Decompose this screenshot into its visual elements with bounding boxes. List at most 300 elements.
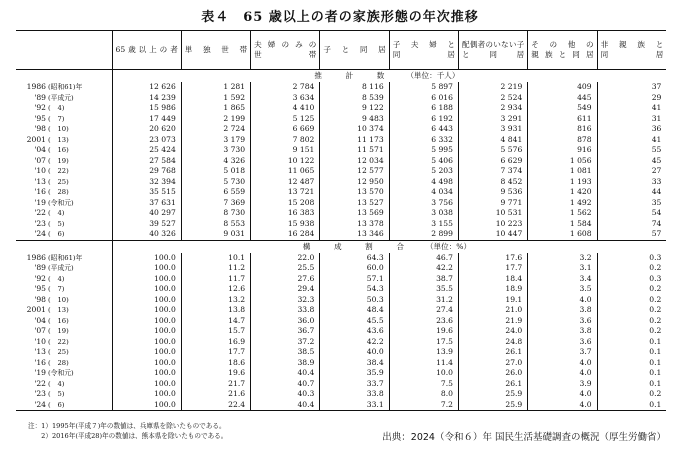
data-cell: 0.2 [597,305,666,316]
data-cell: 1 056 [528,156,597,167]
column-header-line2: 世 帯 [254,50,317,59]
data-cell: 37 [597,82,666,93]
table-row [16,274,666,285]
data-cell: 549 [528,103,597,114]
data-cell: 3.2 [528,253,597,264]
data-cell: 12 487 [251,177,320,188]
data-cell: 18.4 [458,274,527,285]
column-header-line2: 親族と同居 [531,50,594,59]
data-cell: 100.0 [112,305,181,316]
year-label [16,166,112,177]
era-year: ( 5) [48,390,65,398]
data-cell: 57 [597,229,666,240]
data-cell: 0.3 [597,274,666,285]
year: '10 [34,336,46,346]
data-cell: 12 577 [320,166,389,177]
data-cell: 27 584 [112,156,181,167]
data-cell: 42.2 [320,337,389,348]
data-cell: 5 406 [389,156,458,167]
era-year: (平成元) [48,264,74,272]
data-cell: 4.0 [528,389,597,400]
data-cell: 27.4 [389,305,458,316]
data-cell: 100.0 [112,400,181,411]
data-cell: 14.7 [181,316,250,327]
data-cell: 16 383 [251,208,320,219]
data-cell: 12.6 [181,284,250,295]
data-cell: 9 483 [320,114,389,125]
data-cell: 1 608 [528,229,597,240]
data-cell: 7 802 [251,135,320,146]
data-cell: 25.5 [251,263,320,274]
header-corner [16,31,112,70]
data-cell: 0.1 [597,400,666,411]
data-cell: 55 [597,145,666,156]
data-cell: 25.9 [458,400,527,411]
data-cell: 5 018 [181,166,250,177]
section-unit: （単位：%） [425,241,472,251]
header-row [16,31,666,70]
data-cell: 3.9 [528,379,597,390]
data-cell: 21.9 [458,316,527,327]
era-year: ( 7) [48,114,65,123]
data-cell: 33 [597,177,666,188]
data-cell: 40 297 [112,208,181,219]
year-label [16,379,112,390]
data-cell: 100.0 [112,337,181,348]
era-year: ( 19) [48,327,69,335]
table-row [16,284,666,295]
section-row [16,70,666,83]
column-header-line1: 非 親 族 と [600,40,664,49]
table-row [16,326,666,337]
data-cell: 54.3 [320,284,389,295]
data-cell: 38.7 [389,274,458,285]
data-cell: 29 768 [112,166,181,177]
year: '10 [34,166,46,175]
data-cell: 21.0 [458,305,527,316]
data-cell: 5 576 [458,145,527,156]
year-label [16,229,112,240]
data-cell: 409 [528,82,597,93]
data-cell: 4.0 [528,295,597,306]
data-cell: 0.2 [597,284,666,295]
era-year: ( 25) [48,348,69,356]
era-year: ( 4) [48,104,65,112]
data-cell: 29 [597,93,666,104]
data-cell: 4 410 [251,103,320,114]
data-cell: 40.7 [251,379,320,390]
year-label [16,389,112,400]
year-label [16,326,112,337]
data-cell: 15 938 [251,219,320,230]
data-cell: 1 865 [181,103,250,114]
data-cell: 4 498 [389,177,458,188]
year-label [16,337,112,348]
year: '16 [34,357,46,367]
data-cell: 8 116 [320,82,389,93]
year: '04 [34,145,46,154]
era-year: ( 10) [48,125,69,133]
source-citation: 出典：2024（令和６）年 国民生活基礎調査の概況（厚生労働省） [382,432,666,443]
table-row [16,124,666,135]
data-cell: 27.6 [251,274,320,285]
data-cell: 40.4 [251,368,320,379]
era-year: ( 28) [48,358,69,367]
data-cell: 100.0 [112,274,181,285]
table-row [16,253,666,264]
year-label [16,145,112,156]
year-label [16,253,112,264]
data-cell: 50.3 [320,295,389,306]
data-cell: 19.1 [458,295,527,306]
year: '07 [34,155,46,165]
era-year: (平成元) [48,93,74,102]
data-cell: 12 950 [320,177,389,188]
year: '95 [34,284,46,293]
era-year: ( 16) [48,146,69,154]
data-cell: 11.7 [181,274,250,285]
data-cell: 2 724 [181,124,250,135]
data-cell: 57.1 [320,274,389,285]
column-header [320,31,389,70]
data-cell: 6 332 [389,135,458,146]
data-cell: 10.1 [181,253,250,264]
year: '22 [34,378,46,388]
table-row [16,389,666,400]
data-cell: 5 995 [389,145,458,156]
year-label [16,305,112,316]
data-cell: 9 771 [458,198,527,209]
data-cell: 33.7 [320,379,389,390]
data-cell: 46.7 [389,253,458,264]
data-cell: 13.2 [181,295,250,306]
column-header-line1: 配偶者のいない子 [461,40,525,49]
year: '92 [34,273,46,283]
table-body [16,70,666,411]
data-cell: 26.1 [458,379,527,390]
column-header [251,31,320,70]
year: '13 [34,176,46,186]
data-cell: 0.2 [597,326,666,337]
data-cell: 38.5 [251,347,320,358]
data-cell: 3.1 [528,263,597,274]
data-cell: 3 179 [181,135,250,146]
data-cell: 22.0 [251,253,320,264]
data-cell: 39 527 [112,219,181,230]
table-row [16,229,666,240]
data-cell: 23.6 [389,316,458,327]
data-cell: 42.2 [389,263,458,274]
data-cell: 0.3 [597,253,666,264]
year: '22 [34,208,46,217]
year: '24 [34,229,46,238]
data-cell: 100.0 [112,263,181,274]
era-year: ( 6) [48,400,65,409]
year-label [16,93,112,104]
table-row [16,187,666,198]
data-cell: 3 155 [389,219,458,230]
data-cell: 0.1 [597,379,666,390]
data-cell: 33.8 [251,305,320,316]
data-cell: 7.5 [389,379,458,390]
column-header [528,31,597,70]
year: '19 [34,197,46,207]
data-cell: 0.1 [597,337,666,348]
era-year: (昭和61)年 [48,253,83,262]
data-cell: 916 [528,145,597,156]
data-cell: 8 553 [181,219,250,230]
data-cell: 38.9 [251,358,320,369]
data-cell: 1 584 [528,219,597,230]
data-cell: 25.9 [458,389,527,400]
data-cell: 13.8 [181,305,250,316]
data-cell: 32.3 [251,295,320,306]
data-cell: 35 515 [112,187,181,198]
data-cell: 10.0 [389,368,458,379]
year-label [16,208,112,219]
data-cell: 3.8 [528,305,597,316]
data-cell: 45.5 [320,316,389,327]
data-cell: 3 931 [458,124,527,135]
column-header [112,31,181,70]
section-label-cell [16,70,112,83]
data-cell: 17.5 [389,337,458,348]
year: '23 [34,389,46,398]
data-cell: 13 527 [320,198,389,209]
data-cell: 31 [597,114,666,125]
data-cell: 4.0 [528,358,597,369]
data-cell: 40.4 [251,400,320,411]
era-year: ( 19) [48,156,69,165]
table-row [16,145,666,156]
year: '92 [34,103,46,112]
data-cell: 41 [597,135,666,146]
year: '04 [34,315,46,325]
footnote-2: 2）2016年(平成28)年の数値は、熊本県を除いたものである。 [28,432,228,440]
data-cell: 13 569 [320,208,389,219]
data-cell: 3.4 [528,274,597,285]
year: '24 [34,399,46,409]
data-cell: 43.6 [320,326,389,337]
data-cell: 19.6 [181,368,250,379]
era-year: (昭和61)年 [48,83,83,91]
data-cell: 23 073 [112,135,181,146]
data-cell: 3.7 [528,347,597,358]
data-cell: 3 634 [251,93,320,104]
year-label [16,284,112,295]
year-label [16,124,112,135]
era-year: ( 13) [48,306,69,314]
family-structure-table [16,30,666,411]
data-cell: 8 539 [320,93,389,104]
table-row [16,295,666,306]
data-cell: 8.0 [389,389,458,400]
data-cell: 17.6 [458,253,527,264]
data-cell: 3.6 [528,316,597,327]
data-cell: 15 986 [112,103,181,114]
year: '07 [34,326,46,335]
data-cell: 10 122 [251,156,320,167]
data-cell: 3.5 [528,284,597,295]
data-cell: 29.4 [251,284,320,295]
year: '98 [34,124,46,133]
table-row [16,219,666,230]
data-cell: 33.1 [320,400,389,411]
data-cell: 5 203 [389,166,458,177]
data-cell: 0.2 [597,389,666,400]
data-cell: 16.9 [181,337,250,348]
column-header-line2: 同 居 [600,50,664,59]
era-year: ( 22) [48,167,69,175]
year-label [16,103,112,114]
data-cell: 11 571 [320,145,389,156]
data-cell: 1 420 [528,187,597,198]
year-label [16,198,112,209]
table-row [16,82,666,93]
year-label [16,400,112,411]
data-cell: 4.0 [528,368,597,379]
data-cell: 7.2 [389,400,458,411]
table-row [16,166,666,177]
data-cell: 27.0 [458,358,527,369]
data-cell: 4 034 [389,187,458,198]
table-row [16,93,666,104]
data-cell: 8 452 [458,177,527,188]
year: '16 [34,187,46,196]
column-header-line2: と 同 居 [461,50,525,59]
table-row [16,114,666,125]
era-year: ( 7) [48,285,65,293]
data-cell: 3 730 [181,145,250,156]
data-cell: 26.0 [458,368,527,379]
data-cell: 13 570 [320,187,389,198]
year: '13 [34,347,46,356]
era-year: ( 6) [48,230,65,238]
data-cell: 32 394 [112,177,181,188]
era-year: ( 4) [48,274,65,283]
column-header-line1: 子 と 同 居 [323,45,386,54]
data-cell: 1 281 [181,82,250,93]
table-row [16,316,666,327]
table-row [16,400,666,411]
data-cell: 445 [528,93,597,104]
data-cell: 4 326 [181,156,250,167]
column-header-line1: 単独世帯 [184,45,248,54]
data-cell: 33.8 [320,389,389,400]
section-label-cell [16,240,112,253]
data-cell: 6 629 [458,156,527,167]
table-row [16,263,666,274]
data-cell: 11 173 [320,135,389,146]
table-row [16,198,666,209]
column-header-line2: 同 居 [392,50,455,59]
data-cell: 1 562 [528,208,597,219]
data-cell: 22.4 [181,400,250,411]
year: 1986 [26,252,46,262]
data-cell: 2 899 [389,229,458,240]
table-row [16,379,666,390]
data-cell: 100.0 [112,379,181,390]
column-header-line1: 65歳以上の者 [115,45,178,54]
data-cell: 100.0 [112,295,181,306]
year-label [16,347,112,358]
data-cell: 17.7 [181,347,250,358]
data-cell: 25 424 [112,145,181,156]
footnotes [28,421,227,441]
era-year: ( 22) [48,337,69,346]
data-cell: 36 [597,124,666,135]
data-cell: 13 346 [320,229,389,240]
data-cell: 60.0 [320,263,389,274]
data-cell: 5 125 [251,114,320,125]
data-cell: 12 626 [112,82,181,93]
data-cell: 6 669 [251,124,320,135]
data-cell: 15.7 [181,326,250,337]
data-cell: 100.0 [112,389,181,400]
data-cell: 1 492 [528,198,597,209]
data-cell: 6 188 [389,103,458,114]
data-cell: 6 443 [389,124,458,135]
era-year: ( 5) [48,219,65,228]
data-cell: 0.1 [597,368,666,379]
table-row [16,358,666,369]
data-cell: 11.2 [181,263,250,274]
data-cell: 31.2 [389,295,458,306]
data-cell: 0.2 [597,316,666,327]
data-cell: 38.4 [320,358,389,369]
year-label [16,274,112,285]
data-cell: 18.9 [458,284,527,295]
data-cell: 74 [597,219,666,230]
era-year: ( 28) [48,188,69,196]
data-cell: 17.7 [458,263,527,274]
table-row [16,156,666,167]
column-header-line1: 夫婦のみの [254,40,317,49]
data-cell: 1 592 [181,93,250,104]
data-cell: 878 [528,135,597,146]
data-cell: 40.0 [320,347,389,358]
data-cell: 100.0 [112,368,181,379]
data-cell: 21.7 [181,379,250,390]
data-cell: 9 122 [320,103,389,114]
data-cell: 24.8 [458,337,527,348]
data-cell: 40 326 [112,229,181,240]
data-cell: 11.4 [389,358,458,369]
data-cell: 41 [597,103,666,114]
data-cell: 816 [528,124,597,135]
table-row [16,135,666,146]
data-cell: 19.6 [389,326,458,337]
data-cell: 14 239 [112,93,181,104]
data-cell: 7 369 [181,198,250,209]
data-cell: 13.9 [389,347,458,358]
year: '19 [34,368,46,377]
data-cell: 4.0 [528,400,597,411]
data-cell: 100.0 [112,316,181,327]
data-cell: 40.3 [251,389,320,400]
data-cell: 3 291 [458,114,527,125]
data-cell: 10 531 [458,208,527,219]
era-year: ( 25) [48,177,69,186]
year-label [16,187,112,198]
column-header [389,31,458,70]
page-title: 表４ 65 歳以上の者の家族形態の年次推移 [201,10,479,25]
table-row [16,177,666,188]
data-cell: 37 631 [112,198,181,209]
data-cell: 15 208 [251,198,320,209]
data-cell: 3 756 [389,198,458,209]
section-title-cell [112,240,666,253]
